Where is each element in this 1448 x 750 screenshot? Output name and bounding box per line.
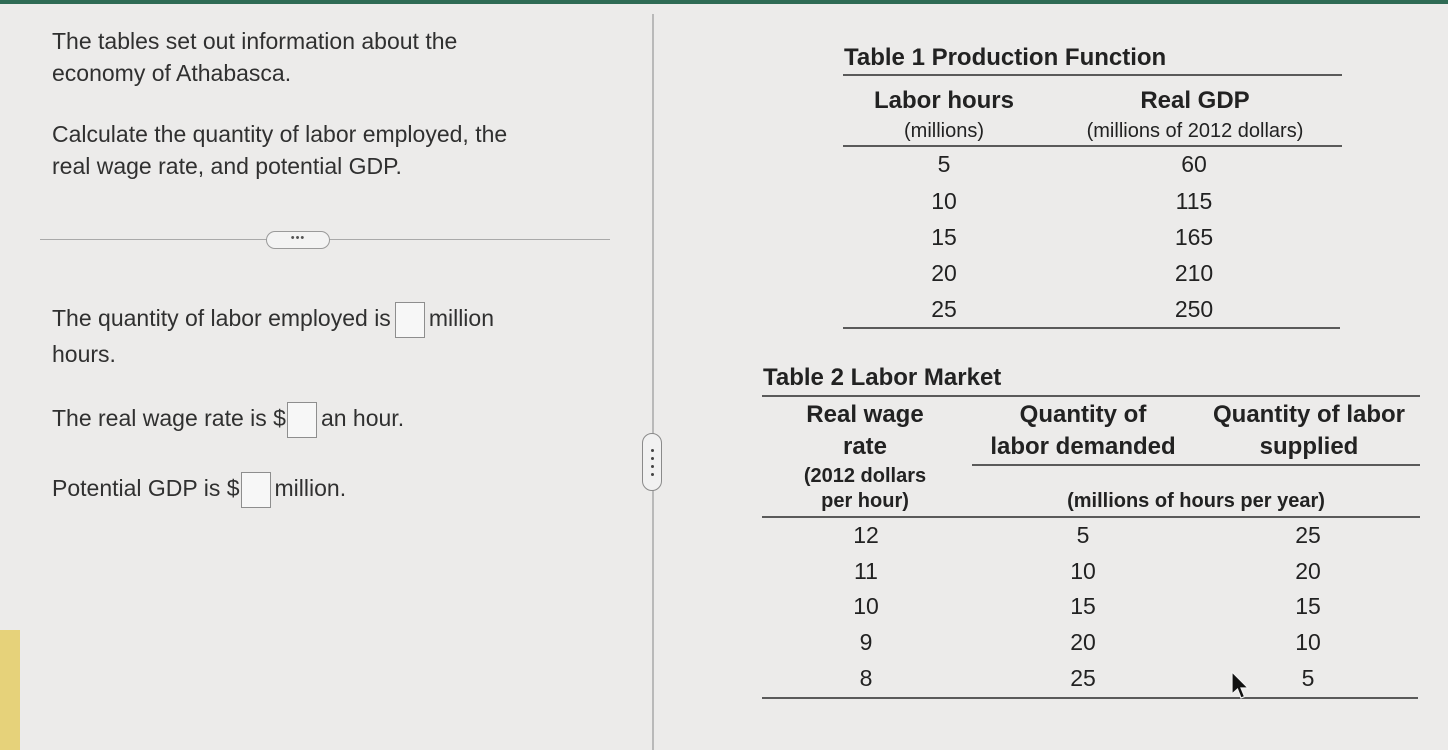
mouse-pointer-icon [1230, 670, 1252, 702]
table2-units-rule [762, 516, 1420, 518]
table2-demanded-cell: 5 [1076, 522, 1090, 548]
labor-suffix-line-2: hours. [52, 341, 116, 367]
table2-demanded-cell: 10 [1070, 558, 1096, 584]
table2-header-rule [972, 464, 1420, 466]
table1-gdp-cell: 165 [1174, 224, 1214, 250]
panel-divider [652, 14, 654, 750]
gdp-prefix: Potential GDP is $ [52, 475, 240, 501]
table1-labor-cell: 15 [931, 224, 957, 250]
table2-demanded-cell: 25 [1070, 665, 1096, 691]
table1-gdp-cell: 250 [1174, 296, 1214, 322]
table2-units: (millions of hours per year) [1067, 490, 1325, 512]
table2-top-rule [762, 395, 1420, 397]
table2-bottom-rule [762, 697, 1418, 699]
table1-header-rule [843, 145, 1342, 147]
table2-col1-header-1: Real wage [806, 401, 924, 428]
task-line-2: real wage rate, and potential GDP. [52, 153, 402, 179]
table2-supplied-cell: 25 [1295, 522, 1321, 548]
table1-bottom-rule [843, 327, 1340, 329]
table2-col1-sub-1: (2012 dollars [803, 465, 927, 487]
intro-line-2: economy of Athabasca. [52, 60, 292, 86]
gdp-answer-line [52, 470, 346, 508]
table1-caption: Table 1 Production Function [844, 44, 1167, 71]
task-line-1: Calculate the quantity of labor employed, the [52, 121, 508, 147]
table2-demanded-cell: 15 [1070, 593, 1096, 619]
labor-answer-input[interactable] [395, 302, 425, 338]
intro-line-1: The tables set out information about the [52, 28, 458, 54]
table1-col2-header: Real GDP [1140, 87, 1250, 114]
table2-col3-header-1: Quantity of labor [1213, 401, 1405, 428]
expand-ellipsis-button[interactable]: ••• [266, 231, 330, 249]
gdp-suffix: million. [274, 475, 347, 501]
table2-wage-cell: 11 [854, 558, 878, 584]
table1-gdp-cell: 115 [1175, 188, 1213, 214]
table2-wage-cell: 9 [859, 629, 873, 655]
table1-gdp-cell: 60 [1181, 151, 1207, 177]
table2-col2-header-2: labor demanded [990, 433, 1176, 460]
labor-suffix: million [428, 305, 494, 331]
table2-supplied-cell: 15 [1295, 593, 1321, 619]
gdp-answer-input[interactable] [241, 472, 271, 508]
table2-supplied-cell: 5 [1301, 665, 1315, 691]
wage-answer-line [52, 400, 404, 438]
labor-prefix: The quantity of labor employed is [52, 305, 391, 331]
labor-answer-line [52, 300, 494, 338]
table2-wage-cell: 8 [859, 665, 873, 691]
table2-supplied-cell: 20 [1295, 558, 1321, 584]
table2-caption: Table 2 Labor Market [763, 364, 1002, 391]
wage-answer-input[interactable] [287, 402, 317, 438]
panel-resize-handle[interactable] [642, 433, 662, 491]
left-highlight-strip [0, 630, 20, 750]
table1-col2-sub: (millions of 2012 dollars) [1086, 120, 1304, 142]
table2-col1-header-2: rate [842, 433, 888, 460]
wage-prefix: The real wage rate is $ [52, 405, 286, 431]
table2-col1-sub-2: per hour) [821, 490, 909, 512]
table2-col2-header-1: Quantity of [1019, 401, 1147, 428]
table1-top-rule [843, 74, 1342, 76]
table1-col1-sub: (millions) [904, 120, 984, 142]
table1-labor-cell: 5 [937, 151, 951, 177]
table1-labor-cell: 25 [931, 296, 957, 322]
table2-supplied-cell: 10 [1295, 629, 1321, 655]
table2-demanded-cell: 20 [1070, 629, 1096, 655]
table2-col3-header-2: supplied [1259, 433, 1359, 460]
table2-wage-cell: 12 [853, 522, 879, 548]
wage-suffix: an hour. [320, 405, 405, 431]
table1-labor-cell: 10 [931, 188, 957, 214]
table1-labor-cell: 20 [931, 260, 957, 286]
table1-gdp-cell: 210 [1174, 260, 1214, 286]
table2-wage-cell: 10 [853, 593, 879, 619]
top-accent-bar [0, 0, 1448, 4]
table1-col1-header: Labor hours [873, 87, 1014, 114]
